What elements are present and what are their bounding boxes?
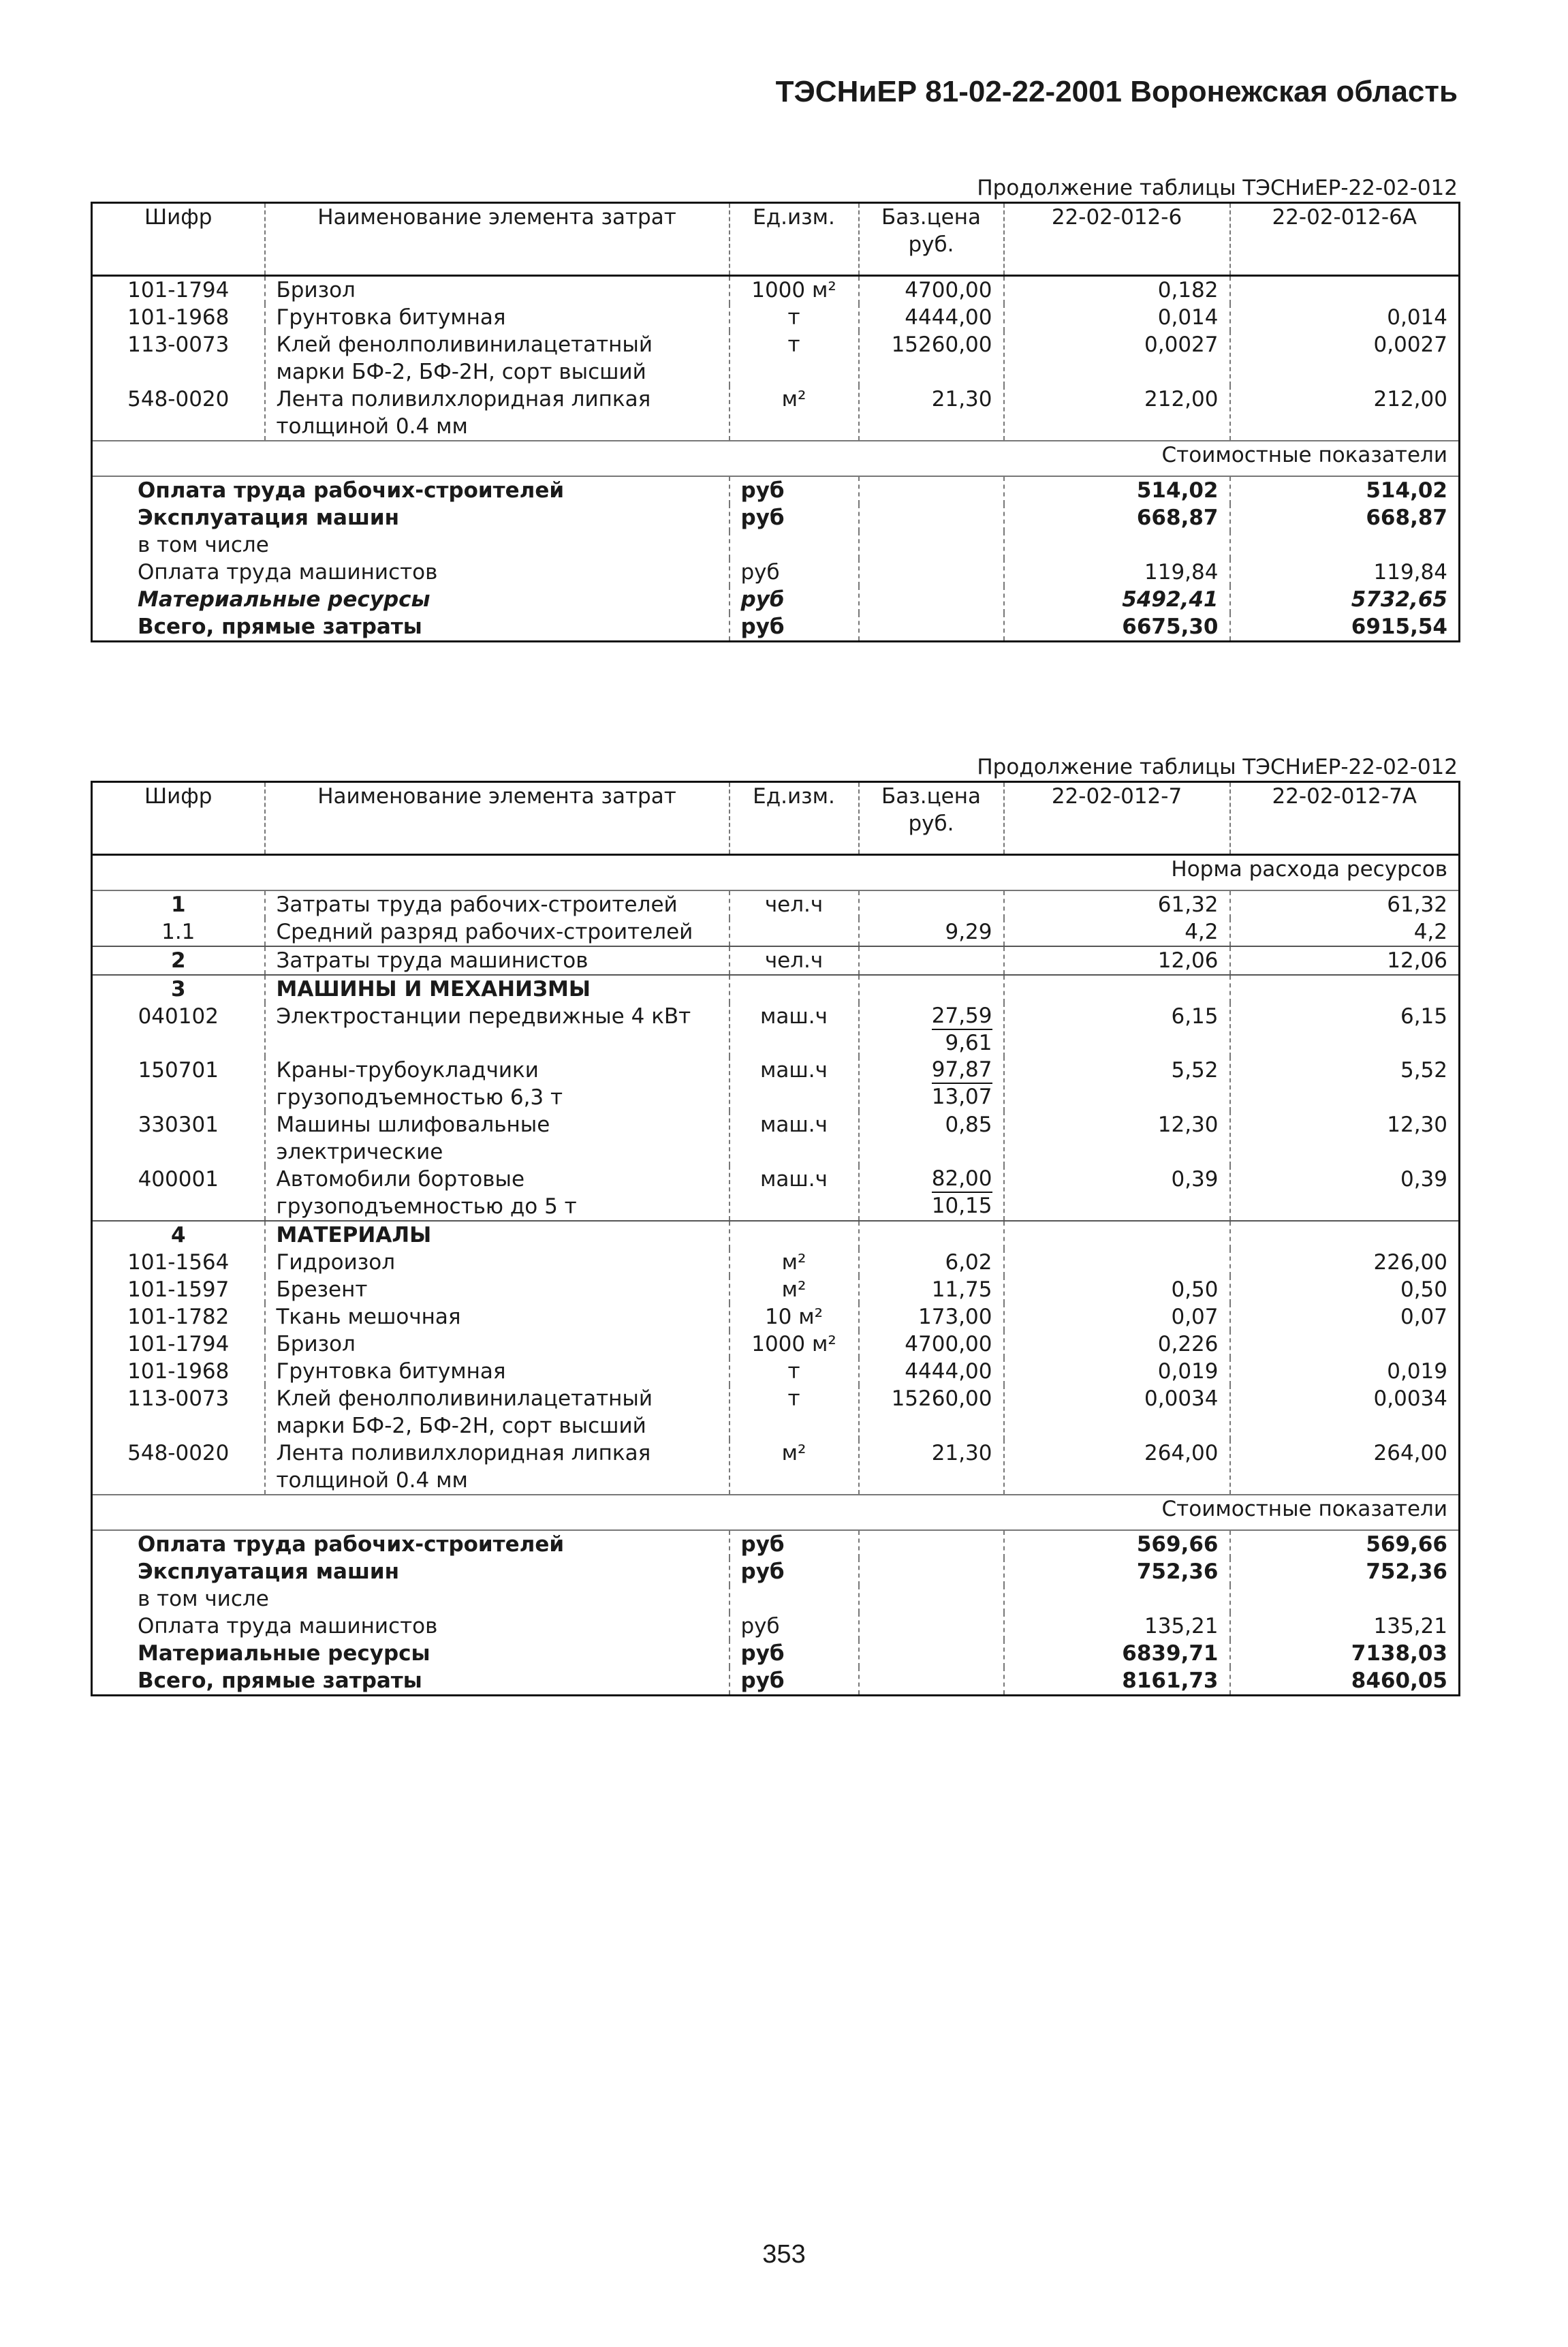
row-unit: м² [730, 386, 859, 441]
row-value-a: 0,39 [1004, 1166, 1230, 1221]
cost-row [92, 559, 1460, 586]
price-fraction [932, 1166, 992, 1219]
table-row [92, 1003, 1460, 1057]
row-value-a: 0,019 [1004, 1358, 1230, 1385]
row-name: Электростанции передвижные 4 кВт [265, 1003, 730, 1057]
column-header: Баз.цена руб. [859, 782, 1004, 855]
row-price: 21,30 [859, 386, 1004, 441]
row-value-b: 0,50 [1230, 1276, 1460, 1303]
table-row [92, 1358, 1460, 1385]
row-value-b [1230, 276, 1460, 305]
cost-value-b [1230, 1585, 1460, 1613]
table1-continuation-label: Продолжение таблицы ТЭСНиЕР-22-02-012 [977, 176, 1458, 200]
row-name: МАТЕРИАЛЫ [265, 1221, 730, 1249]
cost-row [92, 586, 1460, 613]
cost-value-a [1004, 1585, 1230, 1613]
row-value-a: 0,0034 [1004, 1385, 1230, 1440]
row-price: 15260,00 [859, 1385, 1004, 1440]
cost-row [92, 613, 1460, 642]
cost-value-b [1230, 531, 1460, 559]
row-name: Грунтовка битумная [265, 1358, 730, 1385]
cost-empty [859, 586, 1004, 613]
row-value-b: 61,32 [1230, 890, 1460, 918]
row-value-a [1004, 1249, 1230, 1276]
row-code: 3 [92, 975, 265, 1003]
price-numerator: 97,87 [932, 1057, 992, 1084]
cost-label: Эксплуатация машин [138, 1559, 400, 1584]
row-name: Лента поливилхлоридная липкая толщиной 0.4 мм [265, 1440, 730, 1495]
table-row [92, 946, 1460, 975]
row-price [859, 946, 1004, 975]
row-value-a: 0,50 [1004, 1276, 1230, 1303]
cost-label: Оплата труда рабочих-строителей [138, 478, 565, 503]
row-name: Машины шлифовальные электрические [265, 1111, 730, 1166]
row-unit [730, 975, 859, 1003]
cost-label: в том числе [138, 533, 269, 557]
cost-value-b: 514,02 [1230, 476, 1460, 504]
row-price [859, 975, 1004, 1003]
column-header: 22-02-012-6А [1230, 203, 1460, 276]
cost-value-a: 668,87 [1004, 504, 1230, 531]
cost-empty [859, 1558, 1004, 1585]
table-row [92, 1057, 1460, 1111]
cost-label: Всего, прямые затраты [138, 1668, 422, 1693]
cost-unit: руб [730, 1613, 859, 1640]
row-name: Лента поливилхлоридная липкая толщиной 0.4 мм [265, 386, 730, 441]
cost-empty [859, 1640, 1004, 1667]
row-unit: т [730, 304, 859, 331]
cost-value-a: 135,21 [1004, 1613, 1230, 1640]
table-row [92, 1440, 1460, 1495]
price-denominator: 10,15 [931, 1194, 992, 1218]
row-value-b: 226,00 [1230, 1249, 1460, 1276]
row-price [859, 890, 1004, 918]
column-header: Баз.цена руб. [859, 203, 1004, 276]
row-value-b: 264,00 [1230, 1440, 1460, 1495]
row-price: 0,85 [859, 1111, 1004, 1166]
cost-value-a: 6675,30 [1004, 613, 1230, 642]
row-code: 150701 [138, 1058, 219, 1083]
cost-unit: руб [730, 1640, 859, 1667]
row-price: 15260,00 [859, 331, 1004, 386]
row-name: Клей фенолполивинилацетатный марки БФ-2, БФ-2Н, сорт высший [265, 331, 730, 386]
cost-value-a [1004, 531, 1230, 559]
row-unit: маш.ч [730, 1166, 859, 1221]
row-value-b: 12,30 [1230, 1111, 1460, 1166]
row-unit: 1000 м² [730, 1331, 859, 1358]
norm-caption: Норма расхода ресурсов [92, 855, 1460, 891]
table-1 [91, 202, 1460, 642]
column-header: 22-02-012-7 [1004, 782, 1230, 855]
cost-empty [859, 1585, 1004, 1613]
cost-row [92, 1667, 1460, 1696]
table-row [92, 304, 1460, 331]
row-value-a: 0,226 [1004, 1331, 1230, 1358]
row-unit [730, 1221, 859, 1249]
row-name: Затраты труда рабочих-строителей [265, 890, 730, 918]
cost-unit: руб [730, 476, 859, 504]
cost-empty [859, 476, 1004, 504]
row-value-a [1004, 1221, 1230, 1249]
column-header: Шифр [92, 782, 265, 855]
row-value-a [1004, 975, 1230, 1003]
row-unit: м² [730, 1440, 859, 1495]
row-value-a: 0,014 [1004, 304, 1230, 331]
row-code: 101-1782 [127, 1305, 230, 1329]
cost-value-a: 6839,71 [1004, 1640, 1230, 1667]
column-header: Шифр [92, 203, 265, 276]
table-row [92, 890, 1460, 918]
cost-row [92, 1640, 1460, 1667]
cost-row [92, 476, 1460, 504]
row-code: 400001 [138, 1167, 219, 1192]
row-value-a: 12,30 [1004, 1111, 1230, 1166]
cost-label: Оплата труда рабочих-строителей [138, 1532, 565, 1557]
table-row [92, 1221, 1460, 1249]
row-price: 4700,00 [859, 1331, 1004, 1358]
cost-label: Материальные ресурсы [138, 587, 430, 612]
row-price [859, 1057, 1004, 1111]
column-header: 22-02-012-6 [1004, 203, 1230, 276]
row-unit: м² [730, 1276, 859, 1303]
row-value-a: 212,00 [1004, 386, 1230, 441]
page-header: ТЭСНиЕР 81-02-22-2001 Воронежская область [775, 75, 1458, 108]
cost-value-b: 7138,03 [1230, 1640, 1460, 1667]
table-row [92, 1331, 1460, 1358]
table-row [92, 331, 1460, 386]
table-row [92, 1111, 1460, 1166]
row-value-b: 0,0027 [1230, 331, 1460, 386]
row-unit: чел.ч [730, 946, 859, 975]
row-value-b: 0,07 [1230, 1303, 1460, 1331]
row-unit: м² [730, 1249, 859, 1276]
cost-empty [859, 1613, 1004, 1640]
row-code: 101-1968 [127, 305, 230, 330]
cost-value-a: 752,36 [1004, 1558, 1230, 1585]
row-unit: т [730, 1358, 859, 1385]
row-code: 113-0073 [127, 1386, 230, 1411]
row-name: МАШИНЫ И МЕХАНИЗМЫ [265, 975, 730, 1003]
row-value-a: 264,00 [1004, 1440, 1230, 1495]
cost-value-a: 514,02 [1004, 476, 1230, 504]
row-value-b: 5,52 [1230, 1057, 1460, 1111]
row-price [859, 1003, 1004, 1057]
row-name: Автомобили бортовые грузоподъемностью до 5 т [265, 1166, 730, 1221]
row-name: Бризол [265, 276, 730, 305]
row-unit: маш.ч [730, 1057, 859, 1111]
row-code: 101-1564 [127, 1250, 230, 1275]
cost-row [92, 504, 1460, 531]
cost-unit: руб [730, 1530, 859, 1558]
row-name: Средний разряд рабочих-строителей [265, 918, 730, 946]
row-value-b [1230, 1331, 1460, 1358]
row-value-b: 212,00 [1230, 386, 1460, 441]
row-value-a: 12,06 [1004, 946, 1230, 975]
row-value-b: 12,06 [1230, 946, 1460, 975]
row-name: Краны-трубоукладчики грузоподъемностью 6,3 т [265, 1057, 730, 1111]
cost-empty [859, 504, 1004, 531]
row-value-b: 4,2 [1230, 918, 1460, 946]
table-header-row [92, 782, 1460, 855]
cost-label: Оплата труда машинистов [138, 560, 438, 585]
row-code: 101-1794 [127, 1332, 230, 1356]
cost-unit: руб [730, 1558, 859, 1585]
row-code: 101-1597 [127, 1277, 230, 1302]
cost-row [92, 1530, 1460, 1558]
column-header: Наименование элемента затрат [265, 203, 730, 276]
cost-value-b: 119,84 [1230, 559, 1460, 586]
cost-value-b: 135,21 [1230, 1613, 1460, 1640]
row-value-a: 5,52 [1004, 1057, 1230, 1111]
row-value-a: 0,182 [1004, 276, 1230, 305]
row-value-a: 61,32 [1004, 890, 1230, 918]
table-row [92, 1276, 1460, 1303]
row-value-a: 0,0027 [1004, 331, 1230, 386]
price-numerator: 27,59 [932, 1003, 992, 1030]
row-value-a: 6,15 [1004, 1003, 1230, 1057]
cost-value-b: 8460,05 [1230, 1667, 1460, 1696]
cost-unit [730, 1585, 859, 1613]
row-price: 21,30 [859, 1440, 1004, 1495]
row-price: 4444,00 [859, 1358, 1004, 1385]
row-code: 548-0020 [127, 1441, 230, 1465]
row-name: Грунтовка битумная [265, 304, 730, 331]
column-header: 22-02-012-7А [1230, 782, 1460, 855]
column-header: Ед.изм. [730, 782, 859, 855]
cost-empty [859, 613, 1004, 642]
row-unit: т [730, 331, 859, 386]
row-value-a: 4,2 [1004, 918, 1230, 946]
row-code: 113-0073 [127, 332, 230, 357]
row-unit: 1000 м² [730, 276, 859, 305]
table-row [92, 1303, 1460, 1331]
row-value-b [1230, 975, 1460, 1003]
cost-unit [730, 531, 859, 559]
column-header: Ед.изм. [730, 203, 859, 276]
row-code: 1.1 [161, 920, 195, 944]
row-price: 9,29 [859, 918, 1004, 946]
row-code: 101-1968 [127, 1359, 230, 1384]
cost-unit: руб [730, 586, 859, 613]
cost-label: Оплата труда машинистов [138, 1614, 438, 1638]
row-code: 2 [92, 946, 265, 975]
cost-label: Всего, прямые затраты [138, 615, 422, 639]
row-code: 548-0020 [127, 387, 230, 411]
row-price: 6,02 [859, 1249, 1004, 1276]
cost-value-a: 119,84 [1004, 559, 1230, 586]
row-value-b [1230, 1221, 1460, 1249]
row-value-b: 0,0034 [1230, 1385, 1460, 1440]
row-name: Бризол [265, 1331, 730, 1358]
row-value-b: 0,39 [1230, 1166, 1460, 1221]
cost-label: Материальные ресурсы [138, 1641, 430, 1666]
row-code: 1 [170, 892, 186, 917]
cost-value-b: 6915,54 [1230, 613, 1460, 642]
row-value-b: 0,014 [1230, 304, 1460, 331]
cost-label: в том числе [138, 1587, 269, 1611]
table-row [92, 1385, 1460, 1440]
cost-value-b: 569,66 [1230, 1530, 1460, 1558]
cost-unit: руб [730, 504, 859, 531]
cost-row [92, 531, 1460, 559]
table-row [92, 386, 1460, 441]
table-row [92, 918, 1460, 946]
row-unit: маш.ч [730, 1003, 859, 1057]
cost-row [92, 1585, 1460, 1613]
row-code: 040102 [138, 1004, 219, 1029]
cost-value-a: 569,66 [1004, 1530, 1230, 1558]
cost-empty [859, 1530, 1004, 1558]
table-header-row [92, 203, 1460, 276]
cost-value-b: 5732,65 [1230, 586, 1460, 613]
table-row [92, 975, 1460, 1003]
cost-value-b: 668,87 [1230, 504, 1460, 531]
row-name: Гидроизол [265, 1249, 730, 1276]
price-fraction [932, 1003, 992, 1056]
cost-value-b: 752,36 [1230, 1558, 1460, 1585]
table2-continuation-label: Продолжение таблицы ТЭСНиЕР-22-02-012 [977, 755, 1458, 779]
cost-unit: руб [730, 613, 859, 642]
cost-empty [859, 531, 1004, 559]
row-name: Затраты труда машинистов [265, 946, 730, 975]
row-unit: т [730, 1385, 859, 1440]
row-code: 101-1794 [127, 278, 230, 302]
row-unit: чел.ч [730, 890, 859, 918]
row-name: Клей фенолполивинилацетатный марки БФ-2, БФ-2Н, сорт высший [265, 1385, 730, 1440]
row-price [859, 1221, 1004, 1249]
cost-label: Эксплуатация машин [138, 506, 400, 530]
row-code: 330301 [138, 1113, 219, 1137]
row-unit [730, 918, 859, 946]
price-denominator: 9,61 [945, 1031, 992, 1055]
table-2 [91, 781, 1460, 1696]
price-numerator: 82,00 [932, 1166, 992, 1193]
page-number: 353 [762, 2240, 806, 2269]
row-price: 11,75 [859, 1276, 1004, 1303]
row-code: 4 [92, 1221, 265, 1249]
cost-caption: Стоимостные показатели [92, 1495, 1460, 1530]
cost-row [92, 1613, 1460, 1640]
row-price: 173,00 [859, 1303, 1004, 1331]
row-price [859, 1166, 1004, 1221]
row-value-b: 0,019 [1230, 1358, 1460, 1385]
cost-unit: руб [730, 1667, 859, 1696]
cost-value-a: 5492,41 [1004, 586, 1230, 613]
table-row [92, 1166, 1460, 1221]
table-row [92, 276, 1460, 305]
cost-caption: Стоимостные показатели [92, 441, 1460, 476]
cost-empty [859, 559, 1004, 586]
cost-value-a: 8161,73 [1004, 1667, 1230, 1696]
column-header: Наименование элемента затрат [265, 782, 730, 855]
row-value-b: 6,15 [1230, 1003, 1460, 1057]
cost-empty [859, 1667, 1004, 1696]
price-fraction [932, 1057, 992, 1110]
price-denominator: 13,07 [931, 1085, 992, 1109]
row-unit: маш.ч [730, 1111, 859, 1166]
row-unit: 10 м² [730, 1303, 859, 1331]
row-price: 4700,00 [859, 276, 1004, 305]
row-price: 4444,00 [859, 304, 1004, 331]
row-name: Брезент [265, 1276, 730, 1303]
table-row [92, 1249, 1460, 1276]
cost-row [92, 1558, 1460, 1585]
cost-unit: руб [730, 559, 859, 586]
row-name: Ткань мешочная [265, 1303, 730, 1331]
row-value-a: 0,07 [1004, 1303, 1230, 1331]
